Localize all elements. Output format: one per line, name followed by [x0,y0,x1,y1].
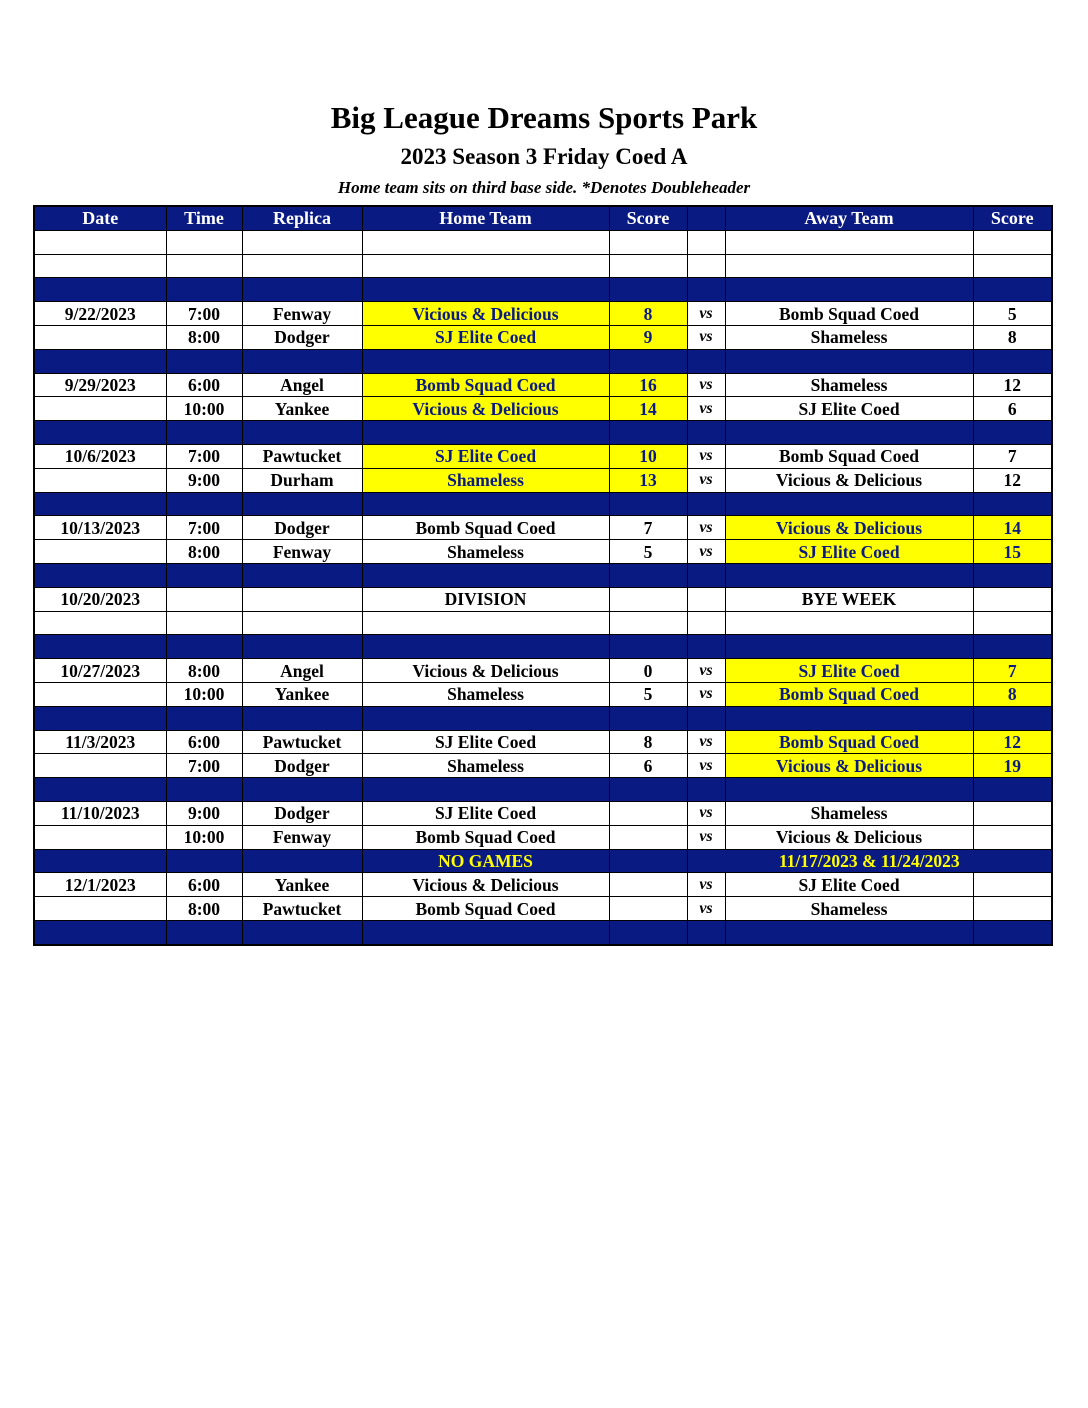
away-score-cell [973,801,1052,825]
away-score-cell: 12 [973,468,1052,492]
col-home-team-header: Home Team [362,206,609,230]
time-cell [166,492,242,516]
col-date-header: Date [34,206,166,230]
away-team-cell: SJ Elite Coed [725,540,973,564]
time-cell: 8:00 [166,897,242,921]
away-score-cell: 15 [973,540,1052,564]
time-cell [166,778,242,802]
away-team-cell: Vicious & Delicious [725,516,973,540]
vs-cell: vs [687,801,725,825]
home-team-cell: Shameless [362,682,609,706]
away-team-cell [725,920,973,944]
replica-cell [242,611,362,635]
away-score-cell: 19 [973,754,1052,778]
time-cell: 9:00 [166,468,242,492]
home-score-cell [609,825,687,849]
replica-cell: Dodger [242,754,362,778]
replica-cell [242,278,362,302]
table-row [34,897,1052,921]
separator-row [34,278,1052,302]
away-team-cell: Vicious & Delicious [725,468,973,492]
date-cell [34,325,166,349]
away-score-cell: 7 [973,444,1052,468]
away-team-cell: Bomb Squad Coed [725,302,973,326]
separator-row [34,706,1052,730]
away-score-cell [973,230,1052,254]
vs-cell [687,563,725,587]
time-cell: 10:00 [166,397,242,421]
away-score-cell [973,825,1052,849]
vs-cell: vs [687,659,725,683]
home-score-cell [609,563,687,587]
away-team-cell: Vicious & Delicious [725,754,973,778]
home-score-cell [609,349,687,373]
date-cell [34,278,166,302]
vs-cell: vs [687,873,725,897]
away-team-cell: Vicious & Delicious [725,825,973,849]
vs-cell: vs [687,754,725,778]
home-score-cell: 0 [609,659,687,683]
home-score-cell [609,873,687,897]
vs-cell: vs [687,444,725,468]
home-team-cell [362,635,609,659]
separator-row [34,920,1052,944]
away-team-cell: Shameless [725,325,973,349]
home-score-cell: 9 [609,325,687,349]
time-cell: 8:00 [166,540,242,564]
date-cell [34,920,166,944]
date-cell [34,540,166,564]
home-team-cell: Bomb Squad Coed [362,516,609,540]
header-row [34,206,1052,230]
date-cell: 10/6/2023 [34,444,166,468]
vs-cell [687,421,725,445]
time-cell [166,278,242,302]
home-team-cell: Vicious & Delicious [362,659,609,683]
table-row [34,468,1052,492]
home-team-cell: DIVISION [362,587,609,611]
page-title: Big League Dreams Sports Park [330,100,758,135]
date-cell [34,397,166,421]
vs-cell: vs [687,373,725,397]
date-cell [34,682,166,706]
table-row [34,325,1052,349]
away-score-cell: 7 [973,659,1052,683]
table-row [34,516,1052,540]
away-team-cell [725,421,973,445]
vs-cell [687,349,725,373]
replica-cell: Dodger [242,801,362,825]
replica-cell [242,706,362,730]
away-team-cell [725,254,973,278]
col-home-score-header: Score [609,206,687,230]
vs-cell: vs [687,325,725,349]
away-team-cell: SJ Elite Coed [725,873,973,897]
replica-cell [242,230,362,254]
vs-cell: vs [687,516,725,540]
vs-cell: vs [687,825,725,849]
replica-cell [242,563,362,587]
time-cell: 10:00 [166,825,242,849]
time-cell: 9:00 [166,801,242,825]
time-cell [166,349,242,373]
home-score-cell: 5 [609,682,687,706]
home-score-cell [609,778,687,802]
away-team-cell: Bomb Squad Coed [725,682,973,706]
vs-cell [687,706,725,730]
replica-cell: Pawtucket [242,897,362,921]
time-cell [166,635,242,659]
time-cell: 7:00 [166,302,242,326]
home-score-cell: 16 [609,373,687,397]
page-subtitle: 2023 Season 3 Friday Coed A [400,144,688,169]
away-team-cell: Bomb Squad Coed [725,730,973,754]
table-row [34,444,1052,468]
home-team-cell: Bomb Squad Coed [362,373,609,397]
home-score-cell: 5 [609,540,687,564]
away-team-cell [725,563,973,587]
away-team-cell [725,611,973,635]
home-score-cell [609,611,687,635]
home-team-cell: Shameless [362,540,609,564]
time-cell: 7:00 [166,444,242,468]
away-score-cell [973,706,1052,730]
away-score-cell [973,563,1052,587]
away-team-cell: BYE WEEK [725,587,973,611]
home-score-cell: 6 [609,754,687,778]
vs-cell [687,254,725,278]
away-team-cell: Shameless [725,897,973,921]
home-team-cell: SJ Elite Coed [362,730,609,754]
date-cell [34,825,166,849]
home-score-cell: 8 [609,302,687,326]
away-score-cell: 6 [973,397,1052,421]
date-cell [34,492,166,516]
away-score-cell [973,611,1052,635]
home-team-cell: Bomb Squad Coed [362,897,609,921]
home-score-cell [609,920,687,944]
replica-cell [242,421,362,445]
home-score-cell: 13 [609,468,687,492]
col-away-team-header: Away Team [725,206,973,230]
away-score-cell: 5 [973,302,1052,326]
home-team-cell [362,254,609,278]
table-row [34,397,1052,421]
replica-cell [242,635,362,659]
vs-cell: vs [687,682,725,706]
home-team-cell: Vicious & Delicious [362,873,609,897]
time-cell: 6:00 [166,373,242,397]
table-row [34,540,1052,564]
replica-cell: Fenway [242,540,362,564]
away-score-cell: 14 [973,516,1052,540]
home-team-cell: Shameless [362,754,609,778]
schedule-table [33,205,1053,946]
home-score-cell [609,587,687,611]
away-team-cell [725,706,973,730]
separator-row [34,349,1052,373]
date-cell [34,254,166,278]
home-score-cell [609,278,687,302]
home-score-cell [609,254,687,278]
replica-cell [242,492,362,516]
home-team-cell [362,920,609,944]
col-away-score-header: Score [973,206,1052,230]
date-cell [34,563,166,587]
away-team-cell [725,635,973,659]
home-score-cell [609,230,687,254]
home-score-cell [609,801,687,825]
replica-cell: Fenway [242,302,362,326]
date-cell [34,754,166,778]
away-score-cell [973,349,1052,373]
vs-cell: vs [687,397,725,421]
schedule-body [34,230,1052,944]
time-cell [166,230,242,254]
home-team-cell [362,278,609,302]
away-team-cell [725,778,973,802]
time-cell: 7:00 [166,516,242,540]
time-cell: 6:00 [166,730,242,754]
date-cell: 9/29/2023 [34,373,166,397]
time-cell [166,706,242,730]
date-cell [34,635,166,659]
home-team-cell: Bomb Squad Coed [362,825,609,849]
home-score-cell [609,706,687,730]
away-team-cell [725,278,973,302]
home-team-cell [362,563,609,587]
date-cell [34,778,166,802]
replica-cell: Pawtucket [242,730,362,754]
away-score-cell [973,587,1052,611]
vs-cell [687,587,725,611]
away-team-cell: Shameless [725,801,973,825]
time-cell: 8:00 [166,325,242,349]
date-cell [34,611,166,635]
home-score-cell [609,635,687,659]
separator-row [34,492,1052,516]
col-replica-header: Replica [242,206,362,230]
table-row [34,825,1052,849]
away-score-cell [973,897,1052,921]
away-team-cell: SJ Elite Coed [725,397,973,421]
table-row [34,373,1052,397]
replica-cell [242,254,362,278]
time-cell [166,254,242,278]
replica-cell [242,778,362,802]
notice-label: NO GAMES [362,849,609,873]
away-score-cell [973,278,1052,302]
time-cell [166,611,242,635]
home-score-cell [609,492,687,516]
home-team-cell: Shameless [362,468,609,492]
table-row [34,254,1052,278]
away-score-cell [973,421,1052,445]
notice-dates: 11/17/2023 & 11/24/2023 [687,849,1052,873]
away-score-cell [973,254,1052,278]
table-row [34,302,1052,326]
vs-cell [687,920,725,944]
time-cell [166,587,242,611]
home-team-cell [362,706,609,730]
col-vs-header [687,206,725,230]
replica-cell: Angel [242,659,362,683]
replica-cell: Dodger [242,516,362,540]
date-cell: 11/10/2023 [34,801,166,825]
home-team-cell: SJ Elite Coed [362,325,609,349]
away-score-cell: 12 [973,730,1052,754]
away-score-cell [973,778,1052,802]
vs-cell: vs [687,540,725,564]
home-team-cell: SJ Elite Coed [362,801,609,825]
notice-spacer [609,849,687,873]
time-cell [166,563,242,587]
date-cell: 10/13/2023 [34,516,166,540]
date-cell [34,706,166,730]
separator-row [34,778,1052,802]
table-row [34,611,1052,635]
table-row [34,230,1052,254]
home-score-cell: 10 [609,444,687,468]
home-team-cell [362,421,609,445]
away-score-cell: 12 [973,373,1052,397]
time-cell [166,849,242,873]
replica-cell: Angel [242,373,362,397]
date-cell: 12/1/2023 [34,873,166,897]
date-cell [34,230,166,254]
away-score-cell [973,873,1052,897]
home-team-cell [362,611,609,635]
replica-cell: Yankee [242,873,362,897]
home-team-cell: Vicious & Delicious [362,302,609,326]
home-team-cell [362,230,609,254]
away-team-cell: Bomb Squad Coed [725,444,973,468]
home-team-cell: SJ Elite Coed [362,444,609,468]
home-score-cell: 14 [609,397,687,421]
away-team-cell [725,349,973,373]
home-team-cell [362,349,609,373]
home-score-cell: 7 [609,516,687,540]
vs-cell: vs [687,897,725,921]
home-team-cell [362,778,609,802]
separator-row [34,421,1052,445]
vs-cell [687,230,725,254]
schedule-note: Home team sits on third base side. *Denotes Doubleheader [337,178,751,197]
home-team-cell [362,492,609,516]
replica-cell: Fenway [242,825,362,849]
vs-cell: vs [687,730,725,754]
date-cell: 9/22/2023 [34,302,166,326]
replica-cell: Yankee [242,682,362,706]
table-row [34,873,1052,897]
date-cell [34,349,166,373]
vs-cell [687,611,725,635]
replica-cell: Pawtucket [242,444,362,468]
replica-cell [242,849,362,873]
vs-cell: vs [687,468,725,492]
away-team-cell: Shameless [725,373,973,397]
home-team-cell: Vicious & Delicious [362,397,609,421]
time-cell: 7:00 [166,754,242,778]
home-score-cell: 8 [609,730,687,754]
away-score-cell: 8 [973,682,1052,706]
time-cell: 6:00 [166,873,242,897]
away-team-cell: SJ Elite Coed [725,659,973,683]
home-score-cell [609,897,687,921]
date-cell: 10/20/2023 [34,587,166,611]
table-row [34,801,1052,825]
notice-row [34,849,1052,873]
separator-row [34,563,1052,587]
date-cell [34,897,166,921]
vs-cell [687,278,725,302]
home-score-cell [609,421,687,445]
time-cell: 10:00 [166,682,242,706]
replica-cell [242,920,362,944]
date-cell: 11/3/2023 [34,730,166,754]
time-cell: 8:00 [166,659,242,683]
time-cell [166,920,242,944]
date-cell [34,468,166,492]
replica-cell: Durham [242,468,362,492]
replica-cell [242,587,362,611]
time-cell [166,421,242,445]
table-row [34,730,1052,754]
col-time-header: Time [166,206,242,230]
table-row [34,754,1052,778]
vs-cell [687,492,725,516]
vs-cell [687,778,725,802]
replica-cell: Dodger [242,325,362,349]
date-cell [34,421,166,445]
vs-cell: vs [687,302,725,326]
table-row [34,587,1052,611]
away-score-cell [973,635,1052,659]
away-team-cell [725,230,973,254]
away-score-cell [973,492,1052,516]
separator-row [34,635,1052,659]
table-row [34,659,1052,683]
date-cell [34,849,166,873]
replica-cell: Yankee [242,397,362,421]
away-team-cell [725,492,973,516]
date-cell: 10/27/2023 [34,659,166,683]
replica-cell [242,349,362,373]
away-score-cell: 8 [973,325,1052,349]
vs-cell [687,635,725,659]
away-score-cell [973,920,1052,944]
table-row [34,682,1052,706]
